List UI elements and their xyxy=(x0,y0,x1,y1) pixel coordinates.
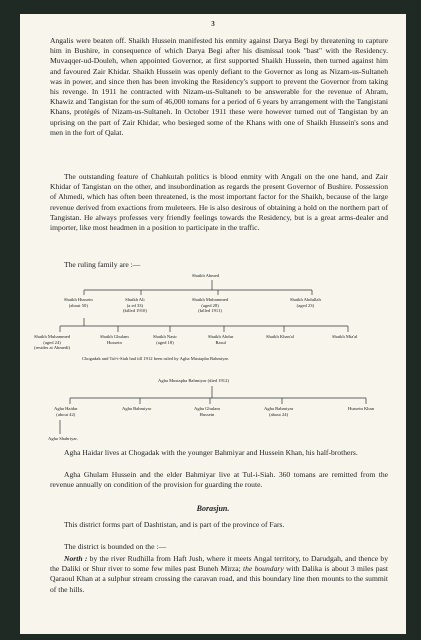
boundary-intro: The district is bounded on the :— xyxy=(64,542,167,551)
tree-grandson: Shaikh Khan'al xyxy=(266,334,295,339)
agha-son: Agha Bahmiyar xyxy=(122,406,152,411)
agha-son: Agha Haidar (about 42) xyxy=(54,406,78,417)
agha-son: Hussein Khan xyxy=(348,406,374,411)
north-label: North : xyxy=(64,554,88,563)
section-paragraph: This district forms part of Dashtistan, and is part of the province of Fars. xyxy=(64,520,285,529)
tree-grandson: Shaikh Abdur Rasul xyxy=(208,334,234,345)
north-boundary: North : by the river Rudhilla from Haft Jush, where it meets Angal territory, to Darudgah, and thence by the Daliki or Shur river to some few miles past Buneh Mirza; the boundary with Dalika is about 3 miles past Qaraoul Khan at a sulphur stream crossing the caravan road, and this boundary line then mounts to the summit of the hills. xyxy=(50,554,388,594)
tree-son: Shaikh Ali (a ed 33) (killed 1910) xyxy=(123,297,147,313)
tree-son: Shaikh Muhammed (aged 28) (killed 1911) xyxy=(192,297,229,313)
family-intro: The ruling family are :— xyxy=(64,260,141,269)
page-number: 3 xyxy=(211,20,215,28)
family-tree-lines xyxy=(20,14,406,634)
agha-son: Agha Ghulam Hussein xyxy=(194,406,220,417)
document-page xyxy=(20,14,406,634)
chogadak-note: Chogadak and Tul-i-Siah had till 1912 been ruled by Agha Mustapha Bahmiyar. xyxy=(82,356,229,361)
agha-paragraph-2: Agha Ghulam Hussein and the elder Bahmiyar live at Tul-i-Siah. 360 tomans are remitted from the revenue annually on condition of the provision for guarding the route. xyxy=(50,470,388,490)
tree-son: Shaikh Hussein (about 50) xyxy=(64,297,93,308)
tree-root: Shaikh Ahmed xyxy=(192,273,220,278)
intro-paragraph: Angalis were beaten off. Shaikh Hussein manifested his enmity against Darya Begi by threatening to capture him in Bushire, in consequence of which Darya Begi after his dismissal took "bast" with the Residency. Muvaqqer-ud-Douleh, when appointed Governor, at first supported Shaikh Hussein, then turned against him and favoured Zair Khidar. Shaikh Hussein was openly defiant to the Governor as long as Nizam-us-Sultaneh was in power, and since then has been invoking the Residency's support to prevent the Governor from taking his revenge. In 1911 he contracted with Nizam-us-Sultaneh to be answerable for the revenue of Ahram, Khawiz and Tangistan for the sum of 46,000 tomans for a period of 6 years by arrangement with the Tangistani Khans, protégés of Nizam-us-Sultaneh. In October 1911 these were however turned out of Tangistan by an uprising on the part of Zair Khidar, who besieged some of the Khans with one of Shaikh Hussein's sons and men in the fort of Qalat. xyxy=(50,36,388,137)
agha-root: Agha Mustapha Bahmiyar (died 1912) xyxy=(158,378,229,383)
agha-son: Agha Bahmiyar (about 24) xyxy=(264,406,294,417)
tree-grandson: Shaikh Muhammed (aged 24) (resides at Ahmedi) xyxy=(34,334,71,350)
tree-grandson: Shaikh Ghulam Hussein xyxy=(100,334,129,345)
section-heading: Borasjun. xyxy=(196,504,230,513)
tree-son: Shaikh Abdullah (aged 23) xyxy=(290,297,321,308)
tree-grandson: Shaikh Mia'al xyxy=(332,334,358,339)
agha-paragraph-1: Agha Haidar lives at Chogadak with the younger Bahmiyar and Hussein Khan, his half-brothers. xyxy=(64,448,358,457)
feature-paragraph: The outstanding feature of Chahkutah politics is blood enmity with Angali on the one hand, and Zair Khidar of Tangistan on the other, and insubordination as regards the present Governor of Bushire. Possession of Ahmedi, which has often been threatened, is the most important factor for the Shaikh, because of the large revenue derived from exactions from muleteers. He is also desirous of obtaining a hold on the northern part of Tangistan. He always professes very friendly feelings towards the Residency, but is a great arms-dealer and importer, like most headmen in a position to participate in the traffic. xyxy=(50,172,388,233)
tree-grandson: Shaikh Nasir (aged 18) xyxy=(153,334,177,345)
agha-grandson: Agha Shahriyar. xyxy=(48,436,78,441)
